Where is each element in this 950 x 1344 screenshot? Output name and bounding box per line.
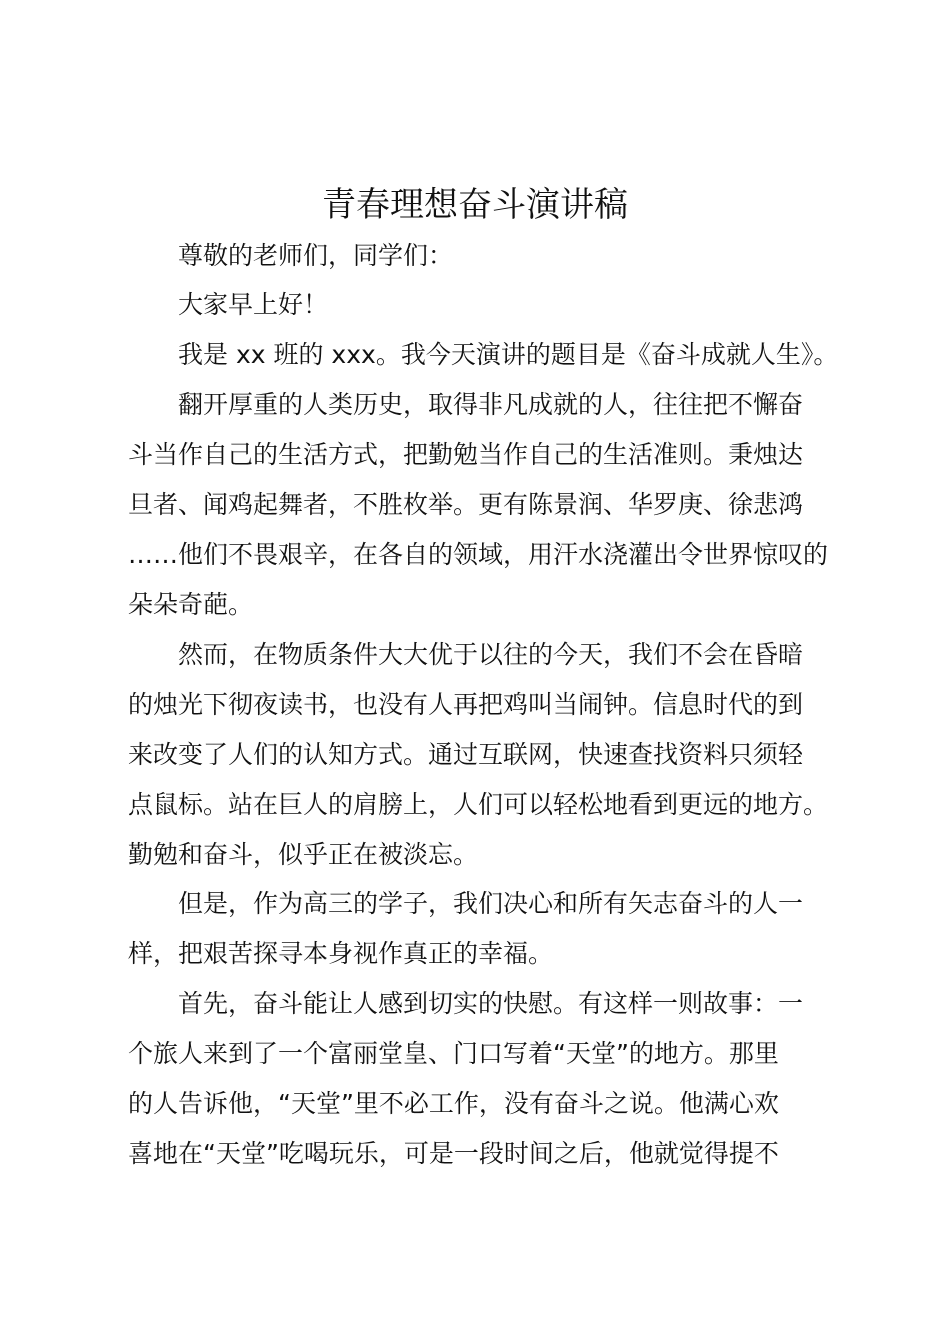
body-line: 的烛光下彻夜读书，也没有人再把鸡叫当闹钟。信息时代的到 — [128, 690, 804, 719]
body-line: ……他们不畏艰辛，在各自的领域，用汗水浇灌出令世界惊叹的 — [128, 540, 829, 569]
body-line: 勤勉和奋斗，似乎正在被淡忘。 — [128, 840, 479, 869]
body-line: 首先，奋斗能让人感到切实的快慰。有这样一则故事：一 — [178, 989, 804, 1018]
body-line: 大家早上好！ — [178, 290, 329, 319]
body-line: 点鼠标。站在巨人的肩膀上，人们可以轻松地看到更远的地方。 — [128, 790, 829, 819]
document-title: 青春理想奋斗演讲稿 — [322, 185, 628, 225]
body-line: 样，把艰苦探寻本身视作真正的幸福。 — [128, 939, 554, 968]
body-line: 个旅人来到了一个富丽堂皇、门口写着“天堂”的地方。那里 — [128, 1039, 779, 1068]
body-line: 朵朵奇葩。 — [128, 590, 254, 619]
body-line: 翻开厚重的人类历史，取得非凡成就的人，往往把不懈奋 — [178, 390, 804, 419]
body-line: 斗当作自己的生活方式，把勤勉当作自己的生活准则。秉烛达 — [128, 440, 804, 469]
body-line: 尊敬的老师们，同学们： — [178, 241, 454, 270]
body-line: 喜地在“天堂”吃喝玩乐，可是一段时间之后，他就觉得提不 — [128, 1139, 779, 1168]
body-line: 但是，作为高三的学子，我们决心和所有矢志奋斗的人一 — [178, 889, 804, 918]
body-line: 我是 xx 班的 xxx。我今天演讲的题目是《奋斗成就人生》。 — [178, 340, 839, 369]
body-line: 旦者、闻鸡起舞者，不胜枚举。更有陈景润、华罗庚、徐悲鸿 — [128, 490, 804, 519]
body-line: 来改变了人们的认知方式。通过互联网，快速查找资料只须轻 — [128, 740, 804, 769]
body-line: 然而，在物质条件大大优于以往的今天，我们不会在昏暗 — [178, 640, 804, 669]
body-line: 的人告诉他，“天堂”里不必工作，没有奋斗之说。他满心欢 — [128, 1089, 779, 1118]
